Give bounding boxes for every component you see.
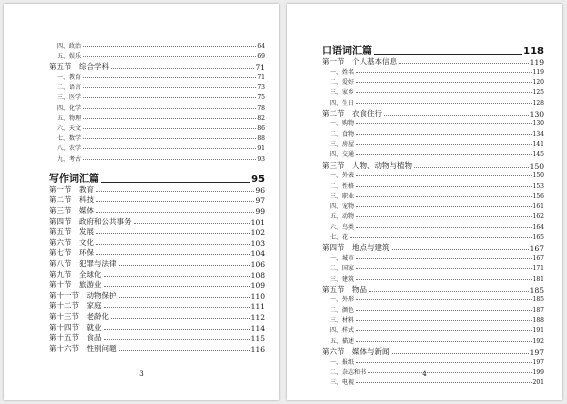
toc-entry-label: 写作词汇篇	[49, 173, 99, 185]
toc-entry-page: 145	[532, 151, 544, 159]
toc-entry[interactable]	[330, 150, 544, 158]
toc-entry-label: 三、家乡	[330, 89, 355, 97]
toc-entry[interactable]	[322, 243, 544, 253]
toc-entry-label: 第十一节 动物保护	[49, 290, 117, 300]
toc-entry-label: 三、材料	[330, 317, 355, 324]
toc-entry[interactable]	[330, 99, 544, 107]
toc-entry[interactable]	[57, 114, 265, 122]
toc-entry-label: 四、交通	[330, 151, 355, 159]
toc-leader	[356, 144, 532, 145]
toc-entry-page: 88	[257, 135, 265, 143]
toc-entry-label: 第五节 物品	[322, 284, 367, 294]
toc-entry-page: 116	[250, 344, 265, 354]
toc-leader	[356, 206, 532, 207]
toc-entry-label: 第七节 环保	[49, 248, 94, 258]
toc-entry-page: 167	[532, 254, 544, 262]
toc-entry[interactable]	[49, 227, 265, 237]
toc-leader	[356, 320, 532, 321]
toc-leader	[83, 128, 256, 129]
toc-entry-page: 128	[532, 99, 544, 107]
toc-entry-page: 104	[250, 249, 265, 259]
toc-entry-page: 71	[255, 63, 265, 73]
toc-entry[interactable]	[330, 295, 544, 303]
toc-entry[interactable]	[49, 259, 265, 269]
toc-leader	[356, 196, 532, 197]
toc-entry-page: 156	[532, 192, 544, 200]
toc-entry-label: 四、宠物	[330, 203, 355, 211]
toc-leader	[356, 258, 532, 259]
toc-entry-page: 192	[532, 337, 544, 345]
toc-entry-label: 五、描述	[330, 337, 355, 345]
toc-entry[interactable]	[57, 155, 265, 163]
toc-entry[interactable]	[57, 73, 265, 81]
toc-entry[interactable]	[330, 130, 544, 138]
toc-entry-page: 108	[250, 270, 265, 280]
toc-leader	[356, 227, 532, 228]
toc-entry-page: 125	[532, 89, 544, 97]
toc-entry[interactable]	[330, 326, 544, 334]
toc-leader	[356, 123, 532, 124]
toc-entry-page: 120	[532, 78, 544, 86]
toc-entry-label: 七、数学	[57, 135, 82, 143]
toc-leader	[119, 265, 250, 266]
toc-entry-page: 97	[255, 196, 265, 206]
toc-entry-label: 第五节 综合学科	[49, 62, 109, 72]
toc-leader	[356, 134, 532, 135]
toc-entry-page: 95	[251, 173, 265, 185]
toc-leader	[356, 72, 532, 73]
toc-leader	[104, 329, 250, 330]
toc-entry-label: 口语词汇篇	[322, 46, 372, 57]
toc-leader	[356, 341, 532, 342]
toc-entry-page: 112	[250, 313, 265, 322]
toc-entry[interactable]	[330, 264, 544, 272]
toc-entry[interactable]	[330, 202, 544, 210]
toc-entry-label: 第十四节 就业	[49, 322, 102, 332]
toc-entry-label: 第三节 媒体	[49, 206, 94, 215]
toc-entry[interactable]	[49, 248, 265, 258]
toc-leader	[356, 299, 532, 300]
toc-entry[interactable]	[49, 270, 265, 280]
toc-entry[interactable]	[49, 206, 265, 216]
toc-leader	[356, 154, 532, 155]
toc-entry[interactable]	[330, 306, 544, 314]
toc-leader	[399, 63, 529, 64]
toc-leader	[356, 330, 532, 331]
toc-leader	[356, 310, 532, 311]
toc-entry[interactable]	[322, 285, 544, 295]
toc-leader	[83, 148, 256, 149]
toc-entry-label: 二、爱好	[330, 78, 355, 86]
toc-leader	[356, 279, 532, 280]
toc-leader	[356, 186, 532, 187]
toc-entry-label: 二、性格	[330, 182, 355, 190]
toc-entry[interactable]	[49, 344, 265, 354]
toc-leader	[83, 97, 256, 98]
toc-entry-label: 二、食物	[330, 130, 355, 138]
toc-entry[interactable]	[49, 291, 265, 301]
toc-entry-label: 三、房屋	[330, 141, 355, 148]
toc-entry-label: 第二节 衣食住行	[322, 108, 382, 118]
toc-entry-label: 三、电视	[330, 379, 355, 387]
toc-entry[interactable]	[49, 280, 265, 290]
toc-entry-page: 86	[257, 125, 265, 132]
toc-entry-page: 110	[250, 291, 265, 301]
toc-leader	[96, 201, 254, 202]
toc-entry-label: 一、外形	[330, 296, 355, 304]
toc-entry-page: 165	[532, 234, 544, 241]
toc-entry-page: 181	[532, 275, 544, 283]
toc-entry-label: 第六节 文化	[49, 237, 94, 247]
toc-leader	[104, 286, 250, 287]
toc-entry-label: 第四节 政府和公共事务	[49, 216, 132, 226]
toc-leader	[104, 276, 250, 277]
toc-entry-label: 一、购物	[330, 120, 355, 128]
toc-entry[interactable]	[330, 182, 544, 190]
toc-entry-label: 第十三节 老龄化	[49, 312, 109, 321]
toc-leader	[83, 87, 256, 88]
toc-entry[interactable]	[57, 83, 265, 91]
toc-entry-page: 153	[532, 182, 544, 190]
toc-entry-page: 75	[257, 94, 265, 102]
page-number: 3	[139, 370, 144, 378]
toc-leader	[119, 350, 250, 351]
toc-entry-label: 二、颜色	[330, 306, 355, 314]
toc-entry-label: 第五节 发展	[49, 227, 94, 237]
toc-entry-page: 161	[532, 203, 544, 211]
toc-leader	[356, 268, 532, 269]
toc-leader	[104, 339, 250, 340]
toc-leader	[101, 182, 250, 183]
toc-entry[interactable]	[49, 312, 265, 322]
toc-entry-label: 二、国家	[330, 265, 355, 273]
toc-entry[interactable]	[57, 144, 265, 152]
toc-leader	[369, 291, 529, 292]
toc-entry-label: 一、报纸	[330, 358, 355, 366]
toc-leader	[83, 159, 256, 160]
toc-entry-page: 109	[250, 281, 265, 291]
toc-entry-page: 191	[532, 327, 544, 335]
toc-leader	[134, 223, 250, 224]
toc-entry-page: 96	[255, 185, 265, 195]
toc-entry[interactable]	[330, 212, 544, 220]
toc-entry[interactable]	[49, 185, 265, 195]
toc-entry-page: 106	[250, 260, 265, 269]
toc-leader	[111, 68, 254, 69]
toc-entry-page: 188	[532, 317, 544, 324]
toc-entry[interactable]	[330, 316, 544, 324]
toc-leader	[356, 92, 532, 93]
toc-entry-label: 第十节 旅游业	[49, 280, 102, 290]
toc-entry[interactable]	[57, 52, 265, 60]
toc-entry-page: 99	[255, 207, 265, 216]
toc-entry-page: 197	[532, 358, 544, 366]
toc-entry-page: 150	[532, 172, 544, 180]
toc-entry-label: 五、动物	[330, 213, 355, 221]
toc-leader	[356, 175, 532, 176]
toc-entry-label: 第四节 地点与建筑	[322, 243, 390, 253]
toc-entry[interactable]	[322, 347, 544, 357]
toc-entry-page: 130	[532, 120, 544, 128]
toc-leader	[83, 77, 256, 78]
toc-entry-page: 115	[250, 334, 265, 344]
toc-entry-label: 第六节 媒体与新闻	[322, 346, 390, 356]
toc-entry-page: 118	[523, 46, 544, 57]
toc-entry-label: 六、鸟类	[330, 223, 355, 231]
toc-leader	[356, 362, 532, 363]
toc-entry-page: 130	[529, 109, 544, 119]
toc-leader	[356, 216, 532, 217]
toc-entry-page: 119	[532, 68, 544, 76]
toc-leader	[83, 46, 256, 47]
toc-entry[interactable]	[330, 68, 544, 76]
toc-entry[interactable]	[330, 358, 544, 366]
toc-entry-page: 73	[257, 84, 265, 92]
toc-entry-page: 167	[529, 244, 544, 254]
toc-entry[interactable]	[57, 104, 265, 112]
toc-entry-label: 第十二节 家庭	[49, 301, 102, 311]
toc-entry[interactable]	[49, 62, 265, 72]
toc-entry-label: 三、建筑	[330, 275, 355, 283]
toc-entry[interactable]	[57, 134, 265, 142]
toc-leader	[96, 191, 254, 192]
toc-entry[interactable]	[330, 192, 544, 200]
toc-leader	[356, 103, 532, 104]
toc-leader	[350, 237, 532, 238]
toc-entry-label: 五、娱乐	[57, 53, 82, 61]
toc-entry-page: 185	[529, 285, 544, 295]
toc-leader	[356, 382, 532, 383]
toc-entry-page: 71	[257, 74, 265, 81]
toc-entry[interactable]	[330, 223, 544, 231]
toc-entry[interactable]	[57, 124, 265, 132]
toc-entry[interactable]	[49, 195, 265, 205]
toc-leader	[111, 318, 250, 319]
toc-leader	[374, 54, 522, 55]
toc-leader	[414, 167, 529, 168]
toc-entry-label: 四、化学	[57, 104, 82, 112]
toc-entry[interactable]	[322, 109, 544, 119]
toc-entry-label: 第一节 教育	[49, 184, 94, 194]
toc-leader	[356, 82, 532, 83]
toc-entry[interactable]	[322, 57, 544, 67]
toc-entry-label: 二、杂志和书	[330, 368, 367, 376]
toc-entry[interactable]	[330, 233, 544, 241]
toc-leader	[104, 307, 250, 308]
toc-entry-page: 64	[257, 43, 265, 50]
toc-entry[interactable]	[57, 93, 265, 101]
toc-right	[287, 4, 562, 400]
page-number: 4	[422, 370, 427, 378]
toc-entry-page: 199	[532, 368, 544, 376]
toc-entry[interactable]	[330, 254, 544, 262]
toc-entry-label: 第九节 全球化	[49, 269, 102, 279]
toc-entry-label: 第十五节 食品	[49, 333, 102, 343]
toc-entry[interactable]	[49, 333, 265, 343]
toc-leader	[392, 249, 529, 250]
toc-entry-label: 九、考古	[57, 155, 82, 163]
toc-entry-label: 六、天文	[57, 125, 82, 132]
toc-leader	[392, 353, 529, 354]
toc-left	[4, 4, 279, 400]
toc-entry[interactable]	[330, 78, 544, 86]
toc-entry[interactable]	[330, 140, 544, 148]
toc-entry[interactable]	[330, 171, 544, 179]
toc-leader	[96, 244, 250, 245]
toc-entry-label: 五、物理	[57, 114, 82, 122]
toc-entry-label: 三、职业	[330, 192, 355, 200]
toc-entry[interactable]	[49, 217, 265, 227]
toc-entry-page: 91	[257, 145, 265, 153]
toc-entry[interactable]	[322, 161, 544, 171]
toc-leader	[96, 254, 250, 255]
toc-entry-label: 一、教育	[57, 74, 82, 81]
toc-entry-page: 164	[532, 223, 544, 231]
toc-entry-label: 四、生日	[330, 99, 355, 107]
toc-entry-page: 119	[529, 58, 544, 67]
toc-leader	[96, 233, 250, 234]
toc-entry-page: 102	[250, 228, 265, 238]
toc-entry-page: 185	[532, 296, 544, 304]
toc-entry-page: 114	[250, 323, 265, 333]
toc-entry-page: 103	[250, 238, 265, 248]
toc-page-right	[287, 4, 562, 400]
toc-page-left	[4, 4, 279, 400]
toc-entry-page: 93	[257, 155, 265, 163]
toc-entry-page: 111	[250, 302, 265, 312]
toc-entry-page: 162	[532, 213, 544, 221]
toc-entry[interactable]	[330, 378, 544, 386]
toc-entry[interactable]	[49, 238, 265, 248]
toc-entry-page: 82	[257, 114, 265, 122]
toc-entry-label: 二、语言	[57, 84, 82, 92]
toc-entry-label: 一、城市	[330, 254, 355, 262]
toc-entry-label: 四、政治	[57, 43, 82, 50]
toc-entry-page: 201	[532, 379, 544, 387]
toc-leader	[83, 108, 256, 109]
toc-leader	[83, 56, 256, 57]
toc-entry[interactable]	[57, 42, 265, 50]
toc-leader	[83, 118, 256, 119]
toc-entry[interactable]	[49, 323, 265, 333]
toc-entry-label: 四、样式	[330, 327, 355, 335]
toc-entry[interactable]	[330, 88, 544, 96]
toc-entry-page: 78	[257, 104, 265, 112]
toc-entry[interactable]	[330, 119, 544, 127]
toc-entry-label: 一、姓名	[330, 68, 355, 76]
toc-entry-page: 141	[532, 141, 544, 148]
toc-entry[interactable]	[330, 275, 544, 283]
toc-entry[interactable]	[49, 301, 265, 311]
toc-entry-label: 八、农学	[57, 145, 82, 153]
toc-entry-label: 三、医学	[57, 94, 82, 102]
toc-entry-page: 150	[529, 161, 544, 171]
toc-entry-label: 第八节 犯罪与法律	[49, 259, 117, 268]
toc-entry-label: 七、花	[330, 234, 349, 241]
toc-entry-page: 134	[532, 130, 544, 138]
toc-entry-label: 第一节 个人基本信息	[322, 57, 397, 66]
toc-entry-label: 第十六节 性别问题	[49, 343, 117, 353]
toc-leader	[96, 212, 254, 213]
toc-entry-label: 第二节 科技	[49, 195, 94, 205]
toc-entry-page: 197	[529, 347, 544, 357]
toc-leader	[119, 297, 250, 298]
toc-entry-page: 187	[532, 306, 544, 314]
toc-entry-label: 第三节 人物、动物与植物	[322, 160, 412, 170]
toc-entry-page: 69	[257, 53, 265, 61]
toc-entry-label: 一、外表	[330, 172, 355, 180]
toc-leader	[83, 138, 256, 139]
toc-leader	[384, 115, 529, 116]
toc-entry[interactable]	[330, 337, 544, 345]
toc-entry-page: 171	[532, 265, 544, 273]
toc-entry-page: 101	[250, 217, 265, 227]
